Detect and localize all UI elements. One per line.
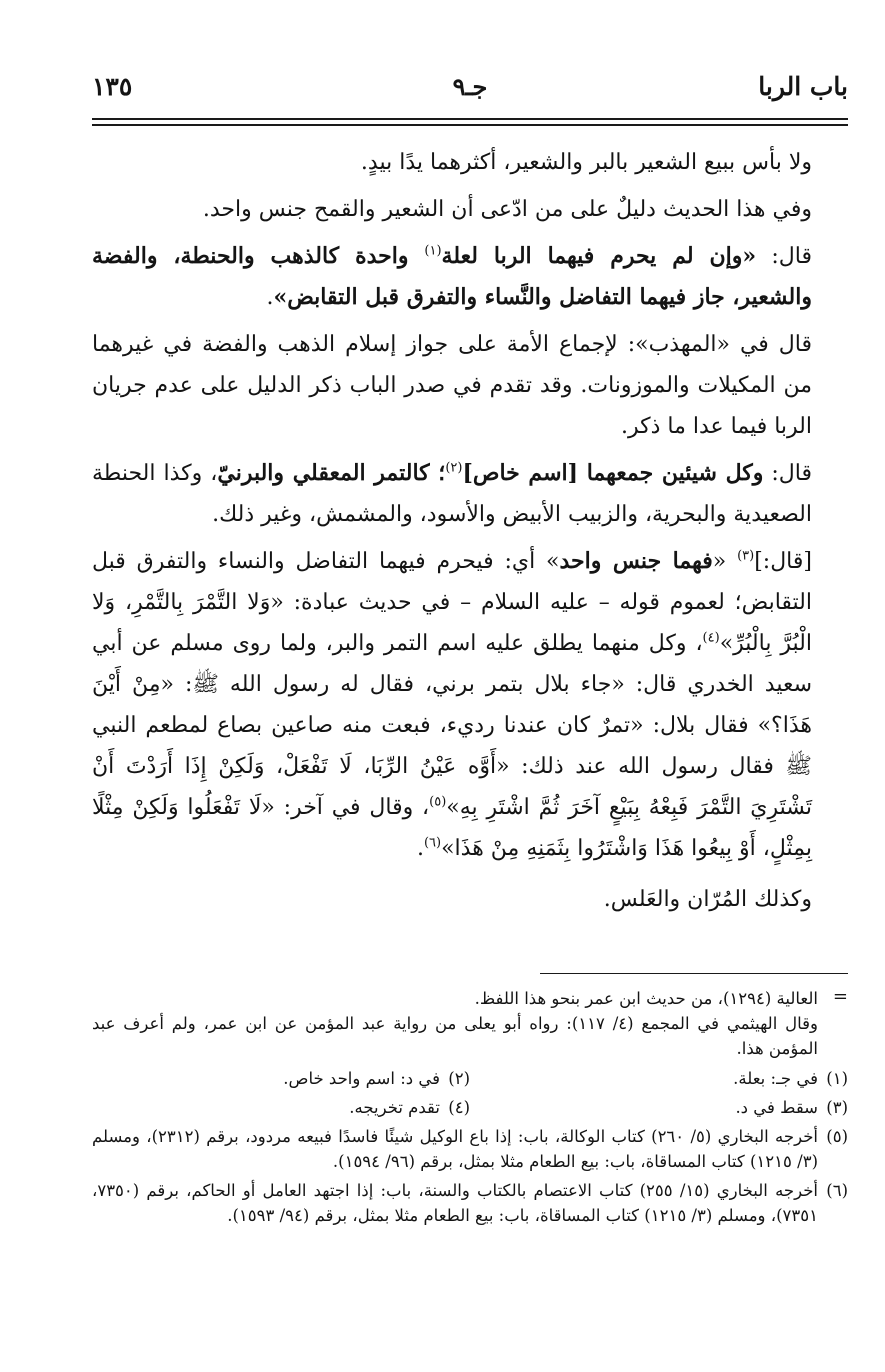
- p6-f: .: [416, 836, 424, 861]
- p6-d: ، وكل منهما يطلق عليه اسم التمر والبر، ولما روى مسلم عن أبي سعيد الخدري قال: «جاء بلال بتمر برني، فقال له رسول الله ﷺ: «مِنْ أَيْنَ هَذَا؟» فقال بلال: «تمرٌ كان عندنا رديء، فبعت منه صاعين بصاع لمطعم النبي ﷺ فقال رسول الله عند ذلك: «أَوَّه عَيْنُ الرِّبَا، لَا تَفْعَلْ، وَلَكِنْ إِذَا أَرَدْتَ أَنْ تَشْتَرِيَ التَّمْرَ فَبِعْهُ بِبَيْعٍ آخَرَ ثُمَّ اشْتَرِ بِهِ»: [92, 631, 813, 820]
- p5-quote-part2: ؛ كالتمر المعقلي والبرنيّ: [217, 460, 446, 486]
- volume-label: جـ٩: [452, 72, 488, 101]
- footnote-number: (٦): [826, 1181, 848, 1200]
- header-rule-top: [92, 118, 848, 120]
- page-header: [92, 72, 848, 112]
- p6-quote: فهما جنس واحد: [559, 548, 713, 574]
- footnote-number: (٢): [448, 1069, 470, 1088]
- footnote-5: [92, 1124, 848, 1174]
- footnote-number: (٤): [448, 1098, 470, 1117]
- paragraph-7: وكذلك المُرّان والعَلس.: [603, 887, 812, 912]
- chapter-title: باب الربا: [758, 72, 848, 101]
- footnote-ref-3[interactable]: (٣): [737, 548, 755, 564]
- footnote-4: [92, 1095, 470, 1120]
- footnote-continuation: [92, 986, 848, 1061]
- continuation-line-2: وقال الهيثمي في المجمع (٤/ ١١٧): رواه أبو يعلى من رواية عبد المؤمن عن ابن عمر، ولم أعرف عبد المؤمن هذا.: [92, 1014, 818, 1058]
- p3-quote-part1: «وإن لم يحرم فيهما الربا لعلة: [441, 243, 757, 269]
- footnote-2: [92, 1066, 470, 1091]
- footnote-row: [92, 1066, 848, 1091]
- continuation-line-1: العالية (١٢٩٤)، من حديث ابن عمر بنحو هذا اللفظ.: [474, 989, 818, 1008]
- footnote-row: [92, 1095, 848, 1120]
- footnote-text: سقط في د.: [735, 1098, 818, 1117]
- p6-b: «: [712, 549, 738, 574]
- p3-lead: قال:: [756, 244, 813, 269]
- p3-quote-part2: واحدة كالذهب والحنطة، والفضة والشعير، جاز فيهما التفاضل والنَّساء والتفرق قبل التقابض»: [92, 243, 812, 310]
- footnote-text: في د: اسم واحد خاص.: [283, 1069, 440, 1088]
- paragraph-5: [92, 453, 848, 535]
- footnote-3: [470, 1095, 848, 1120]
- paragraph-3: [92, 236, 848, 318]
- footnote-1: [470, 1066, 848, 1091]
- footnote-number: (٣): [826, 1098, 848, 1117]
- paragraph-1: ولا بأس ببيع الشعير بالبر والشعير، أكثرهما يدًا بيدٍ.: [360, 150, 812, 175]
- footnote-number: (١): [826, 1069, 848, 1088]
- p5-rest: ، وكذا الحنطة الصعيدية والبحرية، والزبيب الأبيض والأسود، والمشمش، وغير ذلك.: [92, 461, 812, 527]
- footnote-separator: [540, 973, 848, 974]
- footnote-ref-1[interactable]: (١): [424, 243, 442, 259]
- footnote-ref-4[interactable]: (٤): [702, 630, 720, 646]
- p6-a: [قال:]: [754, 549, 812, 574]
- paragraph-2: وفي هذا الحديث دليلٌ على من ادّعى أن الشعير والقمح جنس واحد.: [202, 197, 812, 222]
- footnote-text: في جـ: بعلة.: [733, 1069, 818, 1088]
- footnote-text: أخرجه البخاري (٥/ ٢٦٠) كتاب الوكالة، باب: إذا باع الوكيل شيئًا فاسدًا فبيعه مردود، برقم (٢٣١٢)، ومسلم (٣/ ١٢١٥) كتاب المساقاة، باب: بيع الطعام مثلا بمثل، برقم (٩٦/ ١٥٩٤).: [92, 1127, 818, 1171]
- p5-lead: قال:: [763, 461, 813, 486]
- p6-c: » أي: فيحرم فيهما التفاضل والنساء والتفرق قبل التقابض؛ لعموم قوله – عليه السلام – في حديث عبادة: «وَلا التَّمْرَ بِالتَّمْرِ، وَلا الْبُرَّ بِالْبُرِّ»: [92, 549, 812, 656]
- continuation-mark: =: [832, 986, 848, 1007]
- paragraph-6: [92, 541, 848, 869]
- p3-end: .: [266, 285, 274, 310]
- header-rule-bottom: [92, 124, 848, 126]
- main-text: [92, 142, 848, 920]
- footnote-text: أخرجه البخاري (١٥/ ٢٥٥) كتاب الاعتصام بالكتاب والسنة، باب: إذا اجتهد العامل أو الحاكم، برقم (٧٣٥٠، ٧٣٥١)، ومسلم (٣/ ١٢١٥) كتاب المساقاة، باب: بيع الطعام مثلا بمثل، برقم (٩٤/ ١٥٩٣).: [92, 1181, 818, 1225]
- footnote-ref-2[interactable]: (٢): [445, 460, 463, 476]
- footnote-ref-6[interactable]: (٦): [423, 835, 442, 851]
- footnotes: [92, 986, 848, 1232]
- footnote-text: تقدم تخريجه.: [349, 1098, 440, 1117]
- p5-quote-part1: وكل شيئين جمعهما [اسم خاص]: [462, 460, 764, 486]
- p6-e: ، وقال في آخر: «لَا تَفْعَلُوا وَلَكِنْ مِثْلًا بِمِثْلٍ، أَوْ بِيعُوا هَذَا وَاشْتَرُوا بِثَمَنِهِ مِنْ هَذَا»: [92, 795, 812, 861]
- footnote-6: [92, 1178, 848, 1228]
- page-number: ١٣٥: [92, 72, 133, 101]
- footnote-ref-5[interactable]: (٥): [429, 794, 447, 810]
- paragraph-4: قال في «المهذب»: لإجماع الأمة على جواز إسلام الذهب والفضة في غيرهما من المكيلات والموزونات. وقد تقدم في صدر الباب ذكر الدليل على عدم جريان الربا فيما عدا ما ذكر.: [92, 332, 812, 439]
- footnote-number: (٥): [826, 1127, 848, 1146]
